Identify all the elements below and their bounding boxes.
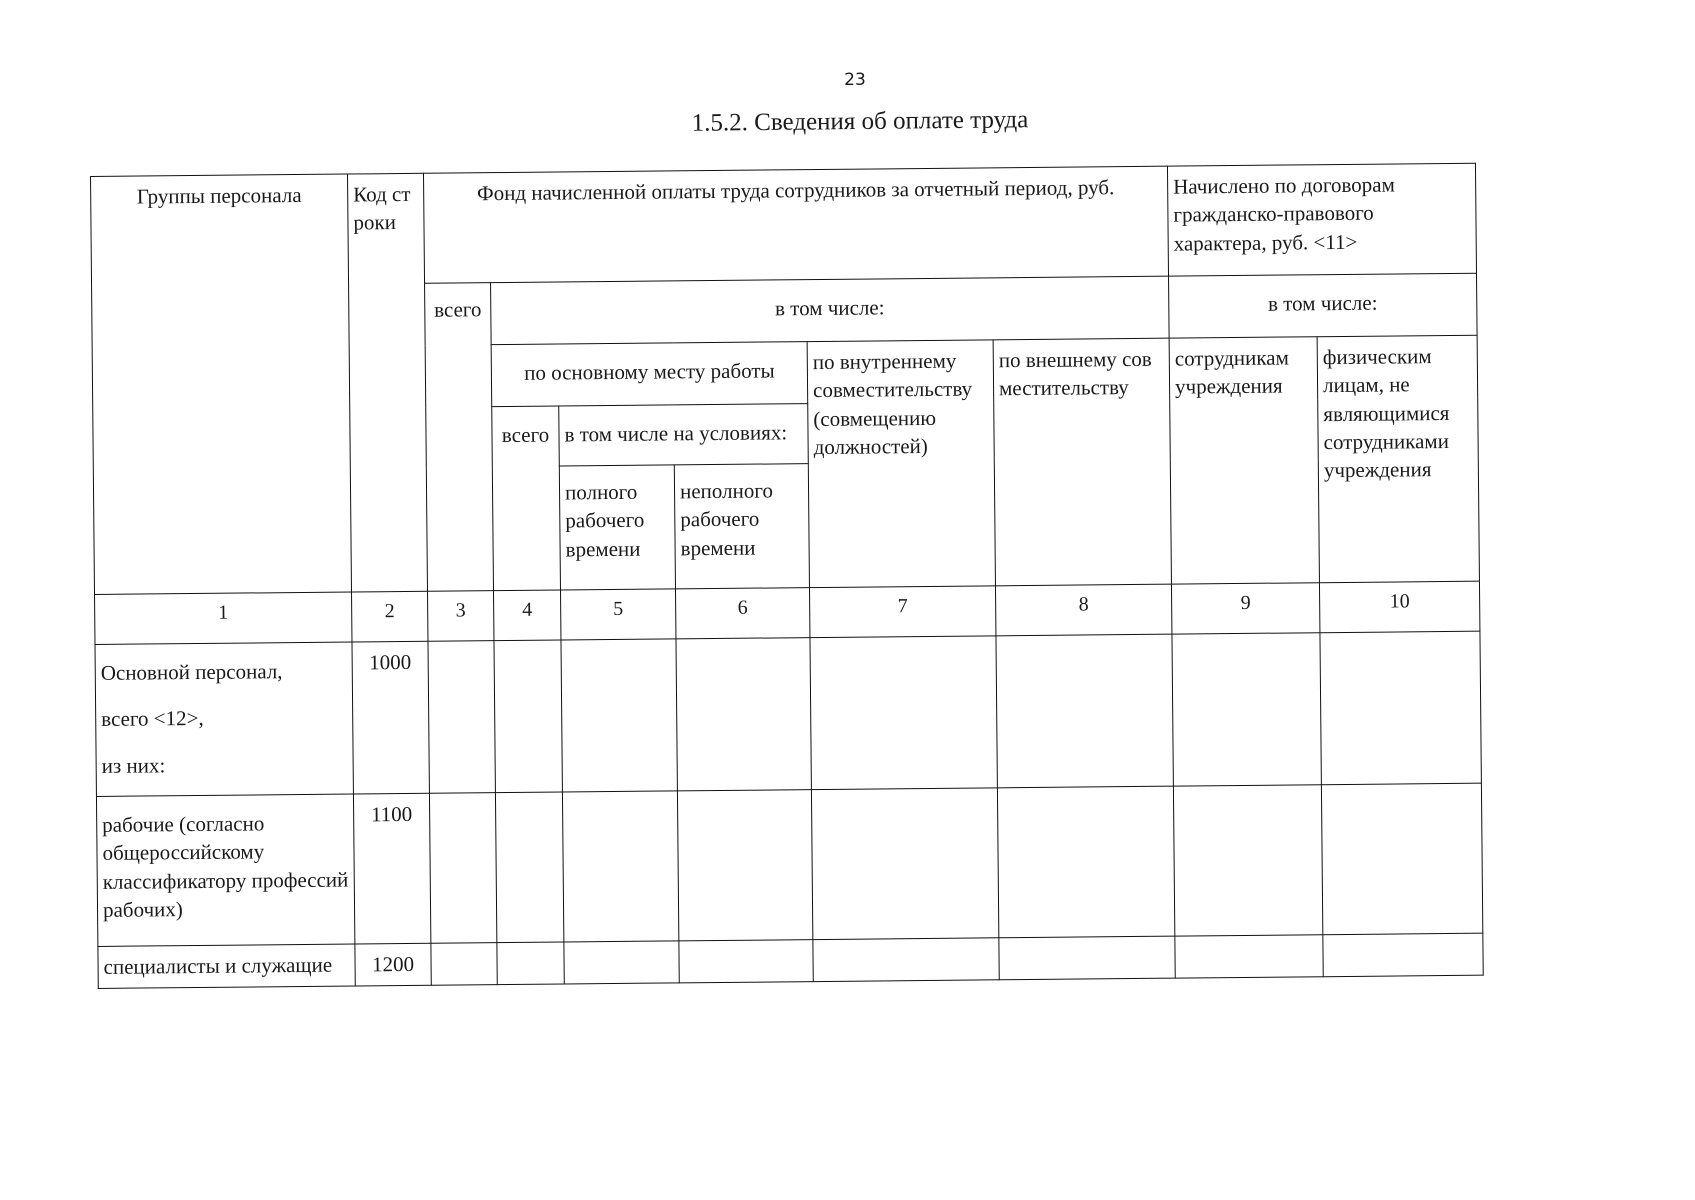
row-group-line: всего <12>, [101, 706, 204, 732]
table-row [96, 783, 1482, 946]
table-cell[interactable] [561, 639, 677, 792]
row-code: 1000 [352, 641, 429, 794]
table-cell[interactable] [1323, 933, 1483, 977]
column-number: 5 [560, 589, 675, 640]
table-cell[interactable] [1175, 935, 1323, 978]
page-title: 1.5.2. Сведения об оплате труда [691, 106, 1029, 137]
column-number: 8 [995, 584, 1171, 636]
row-code: 1200 [355, 943, 431, 986]
table-cell[interactable] [564, 941, 679, 984]
table-cell[interactable] [676, 638, 811, 791]
table-cell[interactable] [431, 943, 497, 986]
row-group-label: рабочие (согласно общероссийскому классификатору профессий рабочих) [96, 794, 354, 946]
header-to-employees: сотрудникам учреждения [1169, 337, 1319, 584]
header-groups: Группы персонала [91, 174, 352, 594]
header-external: по внешнему совместительству [993, 338, 1171, 586]
table-cell[interactable] [497, 942, 564, 985]
table-cell[interactable] [495, 792, 563, 943]
header-contracts: Начислено по договорам гражданско-правового характера, руб. <11> [1167, 163, 1476, 276]
table-cell[interactable] [562, 791, 678, 942]
row-group-label: специалисты и служащие [98, 944, 355, 988]
header-fund: Фонд начисленной оплаты труда сотрудников за отчетный период, руб. [423, 166, 1168, 283]
table-cell[interactable] [997, 786, 1174, 938]
header-main-place: по основному месту работы [491, 342, 808, 407]
table-cell[interactable] [999, 936, 1175, 980]
wage-report-table [90, 163, 1484, 989]
header-conditions: в том числе на условиях: [559, 404, 809, 466]
header-code: Код строки [347, 173, 427, 592]
column-number: 3 [428, 591, 494, 642]
column-number: 9 [1171, 583, 1319, 634]
report-sheet [90, 163, 1484, 989]
header-part-time: неполного рабочего времени [674, 464, 809, 589]
column-number: 4 [493, 590, 560, 641]
page-number: 23 [844, 70, 866, 90]
row-group-line: из них: [101, 752, 166, 778]
table-cell[interactable] [813, 938, 999, 982]
row-group-label [95, 642, 353, 796]
table-cell[interactable] [1173, 785, 1322, 936]
table-cell[interactable] [811, 788, 998, 940]
header-contracts-including: в том числе: [1169, 273, 1478, 338]
row-group-line: Основной персонал, [100, 659, 283, 685]
column-number: 10 [1319, 581, 1479, 633]
header-full-time: полного рабочего времени [559, 465, 675, 590]
table-cell[interactable] [810, 636, 997, 790]
row-code: 1100 [353, 793, 430, 944]
header-including: в том числе: [491, 276, 1170, 345]
header-main-total: всего [492, 406, 561, 591]
table-cell[interactable] [429, 793, 496, 944]
header-to-individuals: физическим лицам, не являющимися сотрудниками учреждения [1317, 335, 1479, 583]
column-number: 1 [95, 592, 352, 644]
table-cell[interactable] [428, 641, 495, 794]
header-internal: по внутреннему совместительству (совмещению должностей) [807, 340, 995, 588]
table-cell[interactable] [1320, 631, 1481, 785]
table-cell[interactable] [1321, 783, 1482, 935]
table-cell[interactable] [677, 790, 812, 941]
header-total: всего [425, 283, 494, 592]
header-row-1 [91, 163, 1477, 286]
column-number: 7 [809, 586, 995, 638]
table-cell[interactable] [996, 634, 1173, 788]
table-cell[interactable] [494, 640, 562, 793]
column-number: 6 [675, 588, 809, 639]
table-cell[interactable] [1172, 633, 1321, 786]
table-row [95, 631, 1481, 796]
column-number: 2 [352, 591, 428, 642]
table-cell[interactable] [679, 940, 813, 983]
